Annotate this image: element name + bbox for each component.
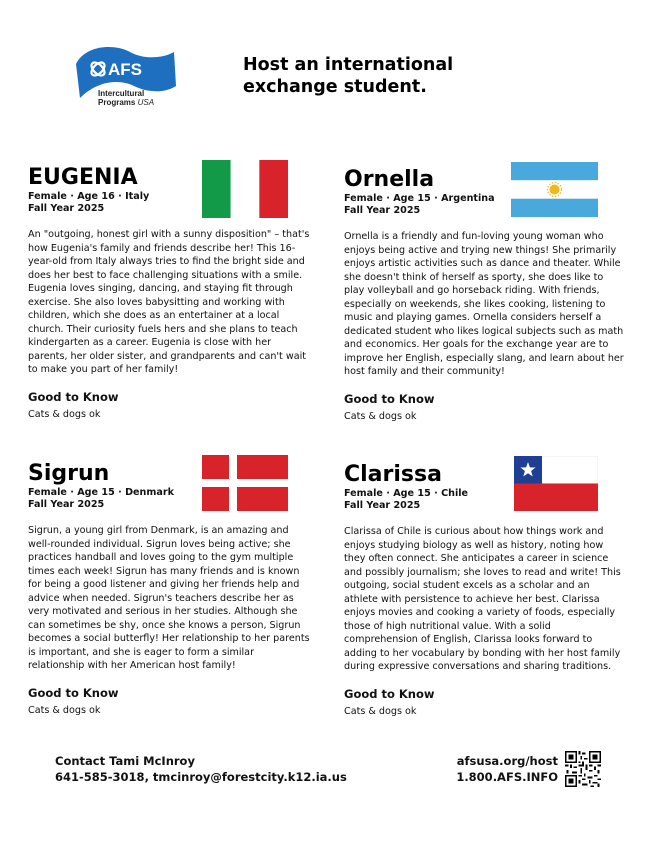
chile-flag-icon	[514, 456, 598, 511]
contact-name: Contact Tami McInroy	[55, 754, 195, 768]
italy-flag-icon	[202, 160, 288, 218]
good-to-know-value: Cats & dogs ok	[344, 410, 417, 422]
student-name: Ornella	[344, 167, 435, 192]
good-to-know-heading: Good to Know	[344, 391, 435, 406]
denmark-flag-icon	[202, 455, 288, 511]
good-to-know-value: Cats & dogs ok	[28, 704, 101, 716]
argentina-flag-icon	[511, 162, 598, 217]
good-to-know-value: Cats & dogs ok	[344, 705, 417, 717]
good-to-know-value: Cats & dogs ok	[28, 408, 101, 420]
contact-info	[55, 753, 347, 785]
logo-subtitle: Intercultural Programs USA	[98, 89, 155, 107]
site-info	[456, 753, 558, 785]
student-meta: Female · Age 15 · Denmark Fall Year 2025	[28, 487, 174, 510]
student-bio: Ornella is a friendly and fun-loving young woman who enjoys being active and trying new things! She primarily enjoys artistic activities such as dance and theater. While she doesn't think of herself as sporty, she does like to play volleyball and go horseback riding. With friends, especially on weekends, she likes cooking, listening to music and playing games. Ornella considers herself a dedicated student who likes logical subjects such as math and economics. Her goals for the exchange year are to improve her English, especially slang, and learn about her host family and their community!	[344, 231, 624, 377]
student-bio: Clarissa of Chile is curious about how things work and enjoys studying biology as well as history, noting how they often connect. She anticipates a career in science and possibly journalism; she loves to read and write! This outgoing, social student excels as a scholar and an athlete with persistence to achieve her best. Clarissa enjoys movies and cooking a variety of foods, especially those of high nutritional value. With a solid comprehension of English, Clarissa looks forward to adding to her vocabulary by bonding with her host family during expressive conversations and sharing traditions.	[344, 526, 621, 672]
site-phone[interactable]: 1.800.AFS.INFO	[456, 770, 558, 784]
student-bio: An "outgoing, honest girl with a sunny disposition" – that's how Eugenia's family and friends describe her! This 16-year-old from Italy always tries to find the bright side and does her best to face challenging situations with a smile. Eugenia loves singing, dancing, and staying fit through exercise. She also loves babysitting and working with children, which she does as an entertainer at a local church. Their curiosity fuels hers and she plans to teach kindergarten as a career. Eugenia is close with her parents, her older sister, and grandparents and can't wait to make you part of her family!	[28, 229, 310, 375]
qr-code-icon[interactable]	[565, 751, 601, 787]
student-meta: Female · Age 15 · Argentina Fall Year 2025	[344, 193, 495, 216]
student-name: EUGENIA	[28, 165, 138, 190]
logo-wordmark: AFS	[108, 60, 142, 79]
student-name: Sigrun	[28, 461, 110, 486]
good-to-know-heading: Good to Know	[344, 686, 435, 701]
site-url[interactable]: afsusa.org/host	[456, 754, 558, 768]
student-meta: Female · Age 16 · Italy Fall Year 2025	[28, 191, 150, 214]
good-to-know-heading: Good to Know	[28, 685, 119, 700]
student-bio: Sigrun, a young girl from Denmark, is an amazing and well-rounded individual. Sigrun loves being active; she practices handball and loves going to the gym multiple times each week! Sigrun has many friends and is known for being a good listener and giving her friends help and advice when needed. Sigrun's teachers describe her as very motivated and serious in her studies. Although she can sometimes be shy, once she knows a person, Sigrun becomes a social butterfly! Her relationship to her parents is important, and she is eager to form a similar relationship with her American host family!	[28, 525, 310, 671]
contact-details[interactable]: 641-585-3018, tmcinroy@forestcity.k12.ia.us	[55, 770, 347, 784]
good-to-know-heading: Good to Know	[28, 389, 119, 404]
student-name: Clarissa	[344, 462, 442, 487]
student-meta: Female · Age 15 · Chile Fall Year 2025	[344, 488, 469, 511]
page-headline: Host an international exchange student.	[243, 55, 454, 97]
